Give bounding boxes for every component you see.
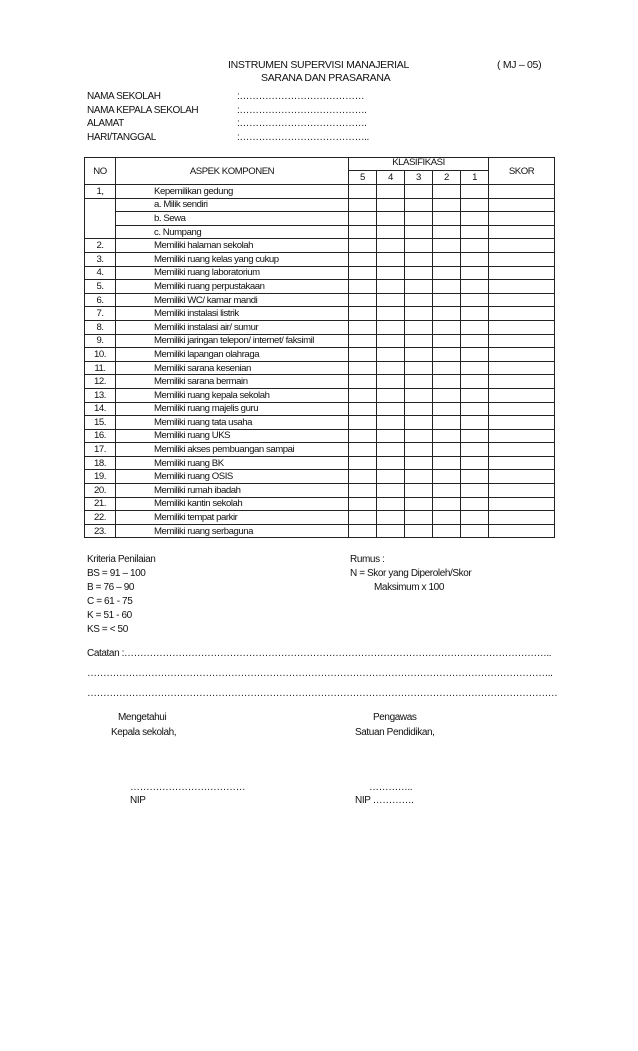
score-cell[interactable] <box>433 375 461 389</box>
kriteria-line: KS = < 50 <box>87 624 128 635</box>
row-number: 2. <box>85 239 116 253</box>
score-cell[interactable] <box>377 280 405 294</box>
row-aspek: Memiliki tempat parkir <box>116 511 349 525</box>
score-cell[interactable] <box>433 497 461 511</box>
row-number: 9. <box>85 334 116 348</box>
row-number: 5. <box>85 280 116 294</box>
table-row <box>85 375 555 389</box>
score-cell[interactable] <box>377 484 405 498</box>
score-cell[interactable] <box>349 225 377 239</box>
sign-left-line1: Mengetahui <box>118 712 167 723</box>
table-row <box>85 484 555 498</box>
score-cell[interactable] <box>405 348 433 362</box>
score-header-cell: 4 <box>377 170 405 184</box>
score-cell[interactable] <box>377 497 405 511</box>
score-cell[interactable] <box>349 497 377 511</box>
table-row <box>85 416 555 430</box>
sign-right-line2: Satuan Pendidikan, <box>355 727 435 738</box>
row-number: 4. <box>85 266 116 280</box>
table-row <box>85 429 555 443</box>
score-cell[interactable] <box>461 212 489 226</box>
row-number: 8. <box>85 320 116 334</box>
score-cell[interactable] <box>461 388 489 402</box>
table-row <box>85 470 555 484</box>
table-row <box>85 388 555 402</box>
row-aspek: Memiliki ruang laboratorium <box>116 266 349 280</box>
skor-cell[interactable] <box>489 320 555 334</box>
skor-cell[interactable] <box>489 307 555 321</box>
score-cell[interactable] <box>349 185 377 199</box>
score-cell[interactable] <box>461 185 489 199</box>
skor-cell[interactable] <box>489 266 555 280</box>
document-title: INSTRUMEN SUPERVISI MANAJERIAL <box>228 59 410 71</box>
score-cell[interactable] <box>349 266 377 280</box>
score-cell[interactable] <box>377 266 405 280</box>
row-number <box>85 225 116 239</box>
skor-cell[interactable] <box>489 280 555 294</box>
score-cell[interactable] <box>377 388 405 402</box>
row-number: 15. <box>85 416 116 430</box>
score-cell[interactable] <box>461 443 489 457</box>
score-header-cell: 1 <box>461 170 489 184</box>
score-cell[interactable] <box>377 252 405 266</box>
score-header-cell: 3 <box>405 170 433 184</box>
score-cell[interactable] <box>377 416 405 430</box>
score-cell[interactable] <box>405 225 433 239</box>
score-cell[interactable] <box>461 524 489 538</box>
table-row <box>85 225 555 239</box>
score-cell[interactable] <box>405 470 433 484</box>
score-cell[interactable] <box>349 198 377 212</box>
row-aspek: Memiliki rumah ibadah <box>116 484 349 498</box>
row-aspek: Memiliki halaman sekolah <box>116 239 349 253</box>
score-cell[interactable] <box>405 402 433 416</box>
row-number: 16. <box>85 429 116 443</box>
sign-left-nip: NIP <box>130 795 146 806</box>
row-number: 11. <box>85 361 116 375</box>
score-cell[interactable] <box>377 402 405 416</box>
info-label: HARI/TANGGAL <box>87 131 156 143</box>
skor-cell[interactable] <box>489 198 555 212</box>
kriteria-line: C = 61 - 75 <box>87 596 133 607</box>
table-row <box>85 524 555 538</box>
row-aspek: Memiliki ruang perpustakaan <box>116 280 349 294</box>
score-cell[interactable] <box>405 198 433 212</box>
score-cell[interactable] <box>461 375 489 389</box>
table-row <box>85 334 555 348</box>
score-cell[interactable] <box>433 429 461 443</box>
score-cell[interactable] <box>377 307 405 321</box>
score-cell[interactable] <box>433 470 461 484</box>
kriteria-line: BS = 91 – 100 <box>87 568 146 579</box>
row-aspek: Memiliki ruang tata usaha <box>116 416 349 430</box>
score-cell[interactable] <box>461 293 489 307</box>
score-cell[interactable] <box>461 198 489 212</box>
catatan-line3: ………………………………………………………………………………………………………………………………… <box>87 688 558 699</box>
score-cell[interactable] <box>405 252 433 266</box>
score-cell[interactable] <box>433 361 461 375</box>
score-cell[interactable] <box>433 511 461 525</box>
score-cell[interactable] <box>433 416 461 430</box>
score-cell[interactable] <box>433 443 461 457</box>
score-cell[interactable] <box>377 443 405 457</box>
row-aspek: c. Numpang <box>116 225 349 239</box>
row-number <box>85 212 116 226</box>
skor-cell[interactable] <box>489 484 555 498</box>
score-cell[interactable] <box>405 429 433 443</box>
score-cell[interactable] <box>377 198 405 212</box>
skor-cell[interactable] <box>489 429 555 443</box>
score-cell[interactable] <box>433 307 461 321</box>
score-cell[interactable] <box>377 470 405 484</box>
score-cell[interactable] <box>349 293 377 307</box>
row-number: 3. <box>85 252 116 266</box>
skor-cell[interactable] <box>489 212 555 226</box>
row-number: 19. <box>85 470 116 484</box>
score-cell[interactable] <box>433 456 461 470</box>
skor-cell[interactable] <box>489 225 555 239</box>
score-cell[interactable] <box>461 320 489 334</box>
row-number <box>85 198 116 212</box>
row-aspek: Memiliki instalasi air/ sumur <box>116 320 349 334</box>
sign-right-dots: ………….. <box>369 782 413 793</box>
table-row <box>85 361 555 375</box>
table-row <box>85 307 555 321</box>
info-label: NAMA SEKOLAH <box>87 91 161 102</box>
score-cell[interactable] <box>349 443 377 457</box>
skor-cell[interactable] <box>489 470 555 484</box>
row-aspek: Memiliki ruang serbaguna <box>116 524 349 538</box>
score-cell[interactable] <box>405 456 433 470</box>
score-cell[interactable] <box>461 225 489 239</box>
table-row <box>85 198 555 212</box>
score-cell[interactable] <box>349 361 377 375</box>
score-cell[interactable] <box>461 334 489 348</box>
skor-cell[interactable] <box>489 524 555 538</box>
score-cell[interactable] <box>349 388 377 402</box>
row-number: 21. <box>85 497 116 511</box>
document-subtitle: SARANA DAN PRASARANA <box>261 72 391 84</box>
table-row <box>85 212 555 226</box>
score-cell[interactable] <box>377 225 405 239</box>
row-number: 13. <box>85 388 116 402</box>
score-cell[interactable] <box>405 524 433 538</box>
row-number: 12. <box>85 375 116 389</box>
score-cell[interactable] <box>433 225 461 239</box>
kriteria-line: B = 76 – 90 <box>87 582 135 593</box>
row-aspek: Memiliki ruang BK <box>116 456 349 470</box>
score-cell[interactable] <box>349 511 377 525</box>
score-cell[interactable] <box>349 348 377 362</box>
info-label: NAMA KEPALA SEKOLAH <box>87 104 199 116</box>
score-header-cell: 5 <box>349 170 377 184</box>
score-cell[interactable] <box>349 456 377 470</box>
catatan-line1: Catatan :…………………………………………………………………………………………………………………….. <box>87 648 552 659</box>
row-number: 6. <box>85 293 116 307</box>
score-cell[interactable] <box>405 293 433 307</box>
score-cell[interactable] <box>405 239 433 253</box>
row-number: 22. <box>85 511 116 525</box>
score-cell[interactable] <box>405 443 433 457</box>
skor-cell[interactable] <box>489 416 555 430</box>
row-number: 14. <box>85 402 116 416</box>
score-cell[interactable] <box>461 307 489 321</box>
score-cell[interactable] <box>377 361 405 375</box>
score-cell[interactable] <box>349 239 377 253</box>
row-aspek: b. Sewa <box>116 212 349 226</box>
score-cell[interactable] <box>405 307 433 321</box>
score-cell[interactable] <box>349 402 377 416</box>
score-cell[interactable] <box>461 511 489 525</box>
table-row <box>85 402 555 416</box>
score-cell[interactable] <box>349 375 377 389</box>
score-cell[interactable] <box>433 198 461 212</box>
score-cell[interactable] <box>433 266 461 280</box>
table-row <box>85 293 555 307</box>
header-aspek: ASPEK KOMPONEN <box>116 158 349 185</box>
score-cell[interactable] <box>349 416 377 430</box>
score-cell[interactable] <box>433 252 461 266</box>
row-aspek: Memiliki kantin sekolah <box>116 497 349 511</box>
skor-cell[interactable] <box>489 443 555 457</box>
skor-cell[interactable] <box>489 334 555 348</box>
score-cell[interactable] <box>405 266 433 280</box>
skor-cell[interactable] <box>489 511 555 525</box>
row-number: 20. <box>85 484 116 498</box>
score-cell[interactable] <box>461 456 489 470</box>
score-cell[interactable] <box>461 266 489 280</box>
info-value-field[interactable]: :…………………………………. <box>237 104 367 116</box>
score-cell[interactable] <box>349 484 377 498</box>
skor-cell[interactable] <box>489 456 555 470</box>
table-row <box>85 266 555 280</box>
score-cell[interactable] <box>349 252 377 266</box>
score-cell[interactable] <box>349 212 377 226</box>
info-value-field[interactable]: :…………………………………. <box>237 118 367 129</box>
kriteria-title: Kriteria Penilaian <box>87 554 156 565</box>
score-cell[interactable] <box>377 511 405 525</box>
row-aspek: Memiliki ruang OSIS <box>116 470 349 484</box>
table-row <box>85 320 555 334</box>
score-cell[interactable] <box>433 334 461 348</box>
kriteria-line: K = 51 - 60 <box>87 610 132 621</box>
sign-left-dots: ……………………………… <box>130 782 246 793</box>
score-cell[interactable] <box>433 388 461 402</box>
row-aspek: Memiliki instalasi listrik <box>116 307 349 321</box>
sign-left-line2: Kepala sekolah, <box>111 727 177 738</box>
score-cell[interactable] <box>377 293 405 307</box>
score-cell[interactable] <box>405 497 433 511</box>
row-aspek: Memiliki ruang kepala sekolah <box>116 388 349 402</box>
score-cell[interactable] <box>461 429 489 443</box>
score-cell[interactable] <box>377 375 405 389</box>
score-cell[interactable] <box>461 470 489 484</box>
score-cell[interactable] <box>377 212 405 226</box>
row-aspek: Memiliki ruang UKS <box>116 429 349 443</box>
rumus-line1: N = Skor yang Diperoleh/Skor <box>350 568 472 579</box>
score-cell[interactable] <box>461 402 489 416</box>
score-cell[interactable] <box>461 497 489 511</box>
info-label: ALAMAT <box>87 118 124 129</box>
row-number: 10. <box>85 348 116 362</box>
header-skor: SKOR <box>489 158 555 185</box>
score-cell[interactable] <box>349 307 377 321</box>
score-cell[interactable] <box>433 484 461 498</box>
table-row <box>85 252 555 266</box>
score-cell[interactable] <box>349 524 377 538</box>
table-row <box>85 497 555 511</box>
score-cell[interactable] <box>349 320 377 334</box>
score-cell[interactable] <box>433 293 461 307</box>
skor-cell[interactable] <box>489 402 555 416</box>
score-cell[interactable] <box>349 280 377 294</box>
row-aspek: Memiliki lapangan olahraga <box>116 348 349 362</box>
score-cell[interactable] <box>405 185 433 199</box>
skor-cell[interactable] <box>489 375 555 389</box>
score-cell[interactable] <box>405 388 433 402</box>
header-klasifikasi: KLASIFIKASI <box>349 158 489 171</box>
table-row <box>85 185 555 199</box>
row-aspek: Memiliki ruang kelas yang cukup <box>116 252 349 266</box>
document-code: ( MJ – 05) <box>497 59 542 71</box>
score-cell[interactable] <box>377 320 405 334</box>
skor-cell[interactable] <box>489 239 555 253</box>
row-aspek: Memiliki sarana bermain <box>116 375 349 389</box>
table-row <box>85 348 555 362</box>
score-cell[interactable] <box>461 416 489 430</box>
score-cell[interactable] <box>433 239 461 253</box>
row-number: 7. <box>85 307 116 321</box>
row-number: 17. <box>85 443 116 457</box>
info-value-field[interactable]: :………………………………… <box>237 91 365 102</box>
row-number: 18. <box>85 456 116 470</box>
score-cell[interactable] <box>461 484 489 498</box>
score-cell[interactable] <box>377 185 405 199</box>
score-cell[interactable] <box>461 252 489 266</box>
score-cell[interactable] <box>349 334 377 348</box>
table-row <box>85 443 555 457</box>
score-cell[interactable] <box>433 212 461 226</box>
skor-cell[interactable] <box>489 388 555 402</box>
score-cell[interactable] <box>377 239 405 253</box>
score-cell[interactable] <box>405 280 433 294</box>
score-cell[interactable] <box>461 239 489 253</box>
score-cell[interactable] <box>433 402 461 416</box>
score-cell[interactable] <box>433 320 461 334</box>
score-cell[interactable] <box>433 185 461 199</box>
table-row <box>85 456 555 470</box>
row-aspek: Memiliki WC/ kamar mandi <box>116 293 349 307</box>
skor-cell[interactable] <box>489 293 555 307</box>
score-cell[interactable] <box>405 484 433 498</box>
table-row <box>85 239 555 253</box>
score-cell[interactable] <box>461 361 489 375</box>
score-cell[interactable] <box>405 212 433 226</box>
row-aspek: Kepemilikan gedung <box>116 185 349 199</box>
score-cell[interactable] <box>377 524 405 538</box>
sign-right-nip: NIP …………. <box>355 795 414 806</box>
score-cell[interactable] <box>461 348 489 362</box>
rumus-line2: Maksimum x 100 <box>374 582 444 593</box>
skor-cell[interactable] <box>489 497 555 511</box>
row-aspek: Memiliki ruang majelis guru <box>116 402 349 416</box>
table-row <box>85 511 555 525</box>
table-row <box>85 280 555 294</box>
skor-cell[interactable] <box>489 361 555 375</box>
row-number: 1, <box>85 185 116 199</box>
score-cell[interactable] <box>405 320 433 334</box>
skor-cell[interactable] <box>489 348 555 362</box>
score-cell[interactable] <box>433 280 461 294</box>
score-cell[interactable] <box>377 456 405 470</box>
header-no: NO <box>85 158 116 185</box>
score-cell[interactable] <box>349 429 377 443</box>
catatan-line2: ……………………………………………………………………………………………………………………………….. <box>87 668 553 679</box>
score-cell[interactable] <box>377 348 405 362</box>
row-aspek: Memiliki akses pembuangan sampai <box>116 443 349 457</box>
rumus-title: Rumus : <box>350 554 385 565</box>
score-cell[interactable] <box>433 524 461 538</box>
score-cell[interactable] <box>461 280 489 294</box>
score-cell[interactable] <box>377 429 405 443</box>
sign-right-line1: Pengawas <box>373 712 417 723</box>
skor-cell[interactable] <box>489 252 555 266</box>
score-cell[interactable] <box>405 416 433 430</box>
info-value-field[interactable]: :………………………………….. <box>237 131 369 143</box>
assessment-table <box>84 157 555 538</box>
score-cell[interactable] <box>405 361 433 375</box>
row-aspek: Memiliki sarana kesenian <box>116 361 349 375</box>
score-cell[interactable] <box>405 334 433 348</box>
row-aspek: a. Milik sendiri <box>116 198 349 212</box>
score-cell[interactable] <box>377 334 405 348</box>
score-cell[interactable] <box>349 470 377 484</box>
score-cell[interactable] <box>405 511 433 525</box>
score-cell[interactable] <box>405 375 433 389</box>
row-aspek: Memiliki jaringan telepon/ internet/ faksimil <box>116 334 349 348</box>
score-cell[interactable] <box>433 348 461 362</box>
score-header-cell: 2 <box>433 170 461 184</box>
row-number: 23. <box>85 524 116 538</box>
skor-cell[interactable] <box>489 185 555 199</box>
